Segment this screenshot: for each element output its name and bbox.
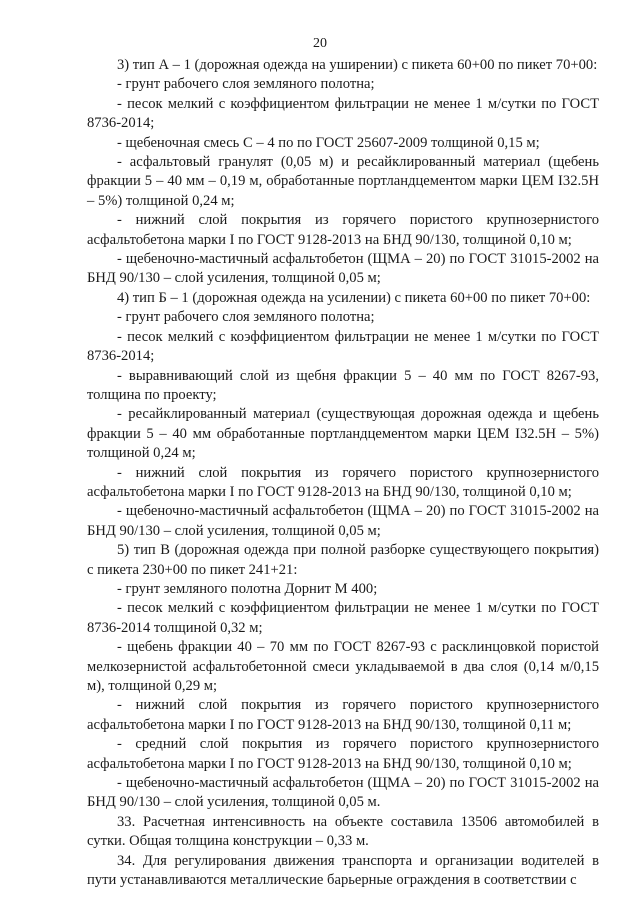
paragraph-item-34: 34. Для регулирования движения транспорта и организации водителей в пути устанавливаются металлические барьерные ограждения в соответствии с (87, 852, 599, 889)
list-item: - асфальтовый гранулят (0,05 м) и ресайклированный материал (щебень фракции 5 – 40 мм – 0,19 м, обработанные портландцементом марки ЦЕМ I32.5Н – 5%) толщиной 0,24 м; (87, 154, 599, 209)
list-item: - средний слой покрытия из горячего пористого крупнозернистого асфальтобетона марки I по ГОСТ 9128-2013 на БНД 90/130, толщиной 0,10 м; (87, 736, 599, 772)
list-item: - выравнивающий слой из щебня фракции 5 – 40 мм по ГОСТ 8267-93, толщина по проекту; (87, 367, 599, 403)
list-item: - песок мелкий с коэффициентом фильтрации не менее 1 м/сутки по ГОСТ 8736-2014; (87, 328, 599, 365)
paragraph-type-b1-heading: 4) тип Б – 1 (дорожная одежда на усилении) с пикета 60+00 по пикет 70+00: (117, 289, 591, 306)
paragraph-item-33: 33. Расчетная интенсивность на объекте составила 13506 автомобилей в сутки. Общая толщина конструкции – 0,33 м. (87, 813, 599, 850)
list-item: - грунт рабочего слоя земляного полотна; (117, 76, 375, 93)
document-body (87, 56, 599, 890)
list-item: - ресайклированный материал (существующая дорожная одежда и щебень фракции 5 – 40 мм обработанные портландцементом марки ЦЕМ I32.5Н – 5%) толщиной 0,24 м; (87, 406, 599, 462)
list-item: - грунт земляного полотна Дорнит М 400; (117, 580, 378, 597)
list-item: - щебеночная смесь С – 4 по по ГОСТ 25607-2009 толщиной 0,15 м; (117, 134, 540, 151)
paragraph-type-v-heading: 5) тип В (дорожная одежда при полной разборке существующего покрытия) с пикета 230+00 по пикет 241+21: (87, 542, 599, 578)
list-item: - нижний слой покрытия из горячего пористого крупнозернистого асфальтобетона марки I по ГОСТ 9128-2013 на БНД 90/130, толщиной 0,10 м; (87, 464, 599, 500)
list-item: - щебеночно-мастичный асфальтобетон (ЩМА – 20) по ГОСТ 31015-2002 на БНД 90/130 – слой усиления, толщиной 0,05 м. (87, 775, 599, 811)
list-item: - песок мелкий с коэффициентом фильтрации не менее 1 м/сутки по ГОСТ 8736-2014; (87, 95, 599, 132)
list-item: - щебеночно-мастичный асфальтобетон (ЩМА – 20) по ГОСТ 31015-2002 на БНД 90/130 – слой усиления, толщиной 0,05 м; (87, 503, 599, 539)
list-item: - песок мелкий с коэффициентом фильтрации не менее 1 м/сутки по ГОСТ 8736-2014 толщиной 0,32 м; (87, 600, 599, 636)
list-item: - щебень фракции 40 – 70 мм по ГОСТ 8267-93 с расклинцовкой пористой мелкозернистой асфальтобетонной смеси укладываемой в два слоя (0,14 м/0,15 м), толщиной 0,29 м; (87, 639, 599, 694)
page-number: 20 (313, 36, 327, 51)
list-item: - щебеночно-мастичный асфальтобетон (ЩМА – 20) по ГОСТ 31015-2002 на БНД 90/130 – слой усиления, толщиной 0,05 м; (87, 251, 599, 287)
list-item: - нижний слой покрытия из горячего пористого крупнозернистого асфальтобетона марки I по ГОСТ 9128-2013 на БНД 90/130, толщиной 0,10 м; (87, 212, 599, 248)
list-item: - грунт рабочего слоя земляного полотна; (117, 309, 375, 326)
list-item: - нижний слой покрытия из горячего пористого крупнозернистого асфальтобетона марки I по ГОСТ 9128-2013 на БНД 90/130, толщиной 0,11 м; (87, 697, 599, 733)
paragraph-type-a1-heading: 3) тип А – 1 (дорожная одежда на уширении) с пикета 60+00 по пикет 70+00: (117, 57, 598, 73)
